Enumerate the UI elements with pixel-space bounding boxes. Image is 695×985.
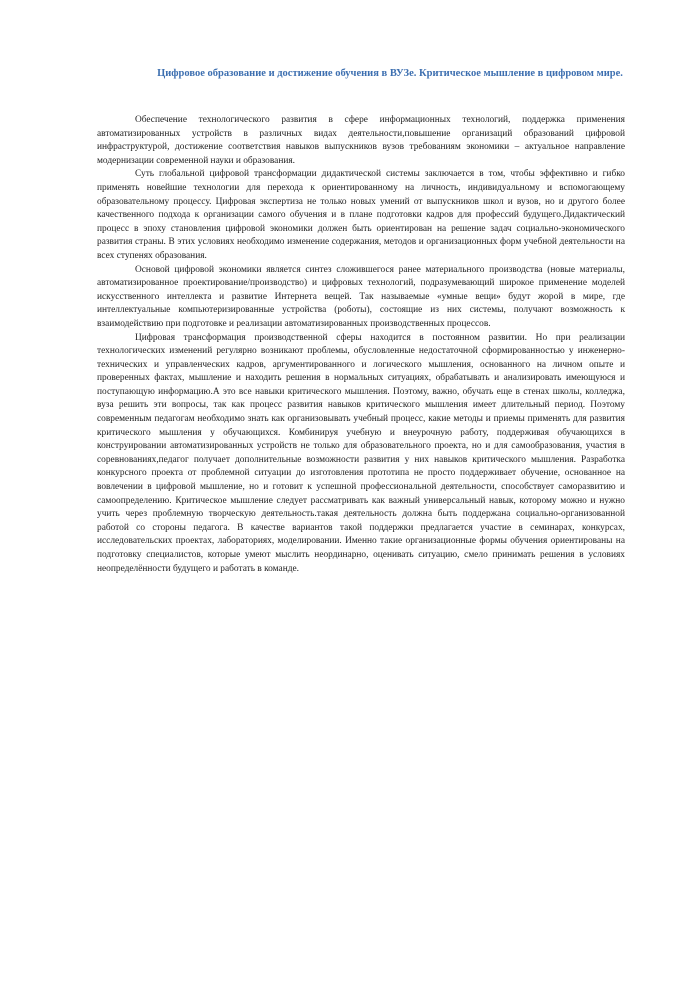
- paragraph: Основой цифровой экономики является синтез сложившегося ранее материального производства (новые материалы, автоматизированное проектирование/производство) и цифровых технологий, подразумевающий широкое применение моделей искусственного интеллекта и развитие Интернета вещей. Так называемые «умные вещи» будут жорой в мире, где интеллектуальные компьютеризированные устройства (роботы), состоящие из них системы, получают возможность к взаимодействию при подготовке и реализации автоматизированных производственных процессов.: [97, 264, 625, 329]
- paragraph: Обеспечение технологического развития в сфере информационных технологий, поддержка применения автоматизированных устройств в различных видах деятельности,повышение организаций образований цифровой инфраструктурой, достижение соответствия навыков выпускников вузов требованиям экономики – актуальное направление модернизации современной науки и образования.: [97, 115, 625, 166]
- paragraph: Цифровая трансформация производственной сферы находится в постоянном развитии. Но при реализации технологических изменений регулярно возникают проблемы, обусловленные недостаточной сформированностью у инженерно-технических и управленческих кадров, аргументированного и логического мышления, основанного на личном опыте и проверенных фактах, мышление и находить решения в нормальных ситуациях, обрабатывать и анализировать имеющуюся и поступающую информацию.А это все навыки критического мышления. Поэтому, важно, обучать еще в стенах школы, колледжа, вуза решить эти вопросы, так как процесс развития навыков критического мышления имеет длительный период. Поэтому современным педагогам необходимо знать как организовывать учебный процесс, какие методы и приемы применять для развития критического мышления у обучающихся. Комбинируя учебную и внеурочную работу, поддерживая обучающихся в конструировании автоматизированных устройств не только для образовательного проекта, но и для самообразования, участия в соревнованиях,педагог получает дополнительные возможности развития у них навыков критического мышления. Разработка конкурсного проекта от проблемной ситуации до изготовления прототипа не просто поддерживает обучение, основанное на вовлечении в цифровой мышление, но и готовит к успешной профессиональной деятельности, способствует саморазвитию и самоопределению. Критическое мышление следует рассматривать как важный универсальный навык, которому можно и нужно учить через проблемную творческую деятельность.такая деятельность должна быть поддержана социально-организованной работой со стороны педагога. В качестве вариантов такой поддержки предлагается участие в семинарах, конкурсах, исследовательских проектах, лабораториях, моделировании. Именно такие организационные формы обучения ориентированы на подготовку специалистов, которые умеют мыслить неординарно, оценивать ситуацию, смело принимать решения в условиях неопределённости будущего и работать в команде.: [97, 332, 625, 574]
- paragraph: Суть глобальной цифровой трансформации дидактической системы заключается в том, чтобы эффективно и гибко применять новейшие технологии для перехода к ориентированному на личность, индивидуальному и вспомогающему образовательному процессу. Цифровая экспертиза не только новых умений от выпускников школ и вузов, но и другого более качественного подхода к организации самого обучения и в плане подготовки кадров для профессий будущего.Дидактический процесс в эпоху становления цифровой экономики должен быть ориентирован на решение задач социально-экономического развития страны. В этих условиях необходимо изменение содержания, методов и организационных форм учебной деятельности на всех ступенях образования.: [97, 169, 625, 261]
- document-body: [97, 114, 625, 576]
- document-title: Цифровое образование и достижение обучения в ВУЗе. Критическое мышление в цифровом мире.: [157, 68, 623, 79]
